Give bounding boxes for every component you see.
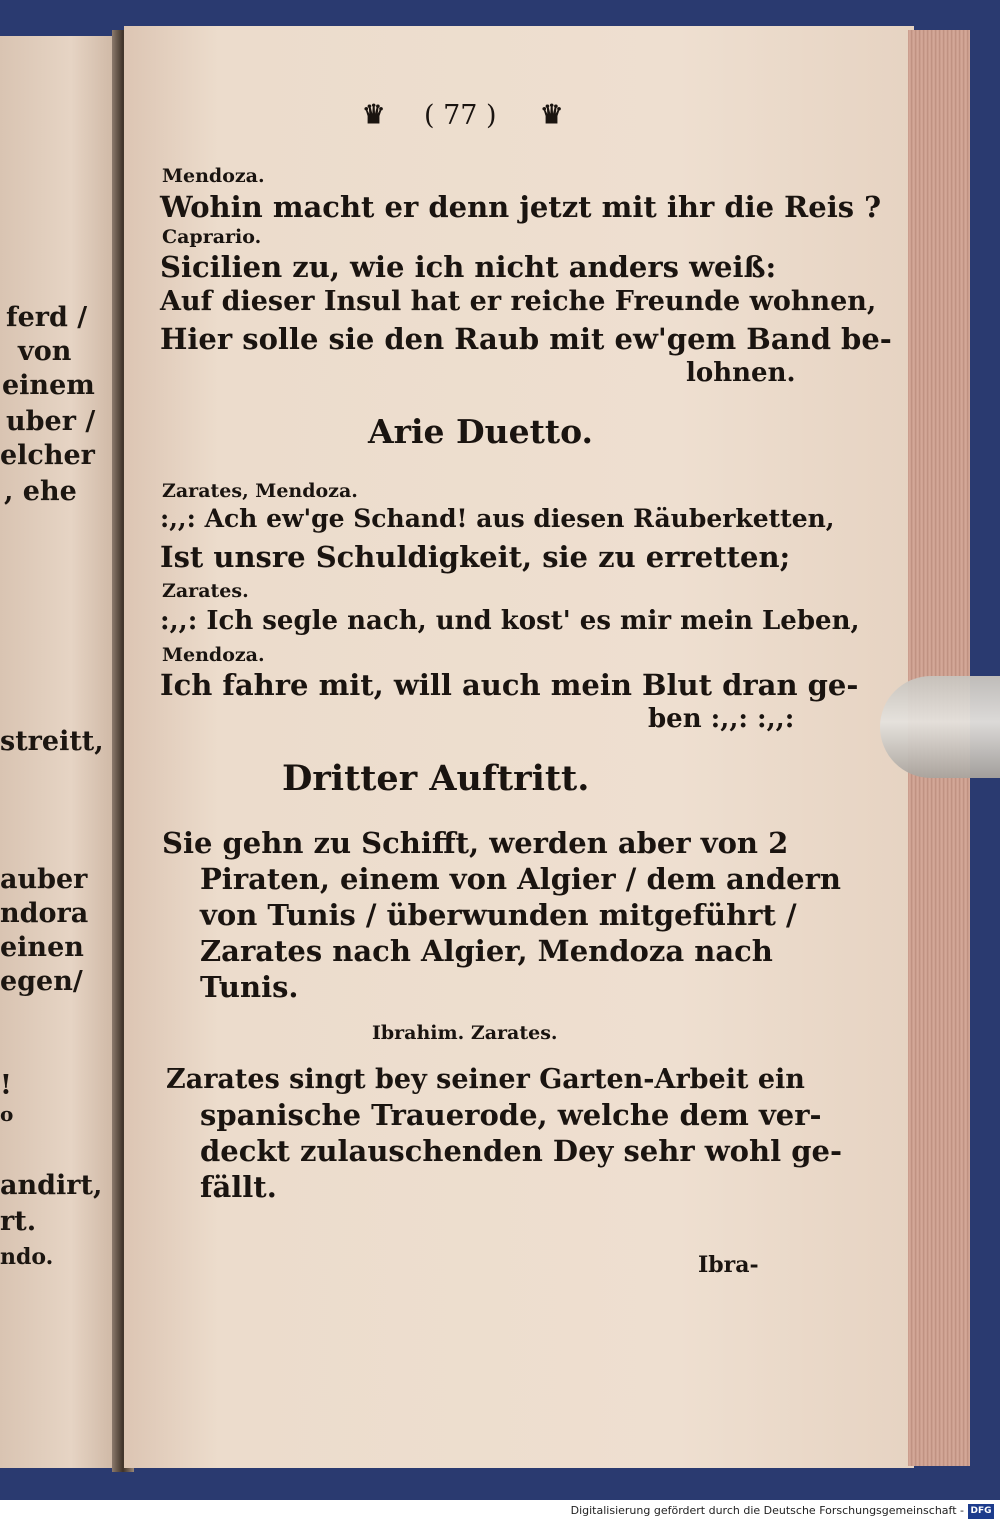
left-fragment: ferd / [6, 302, 88, 333]
section-heading: Arie Duetto. [368, 412, 594, 451]
speaker-label: Mendoza. [162, 165, 265, 187]
left-fragment: ! [0, 1070, 12, 1101]
stage-direction-line: Sie gehn zu Schifft, werden aber von 2 [162, 826, 789, 860]
speaker-label: Ibrahim. Zarates. [372, 1022, 558, 1044]
speaker-label: Caprario. [162, 226, 262, 248]
left-fragment: streitt, [0, 726, 104, 757]
verse-line: :,,: Ach ew'ge Schand! aus diesen Räuberketten, [160, 504, 835, 533]
verse-line: Ist unsre Schuldigkeit, sie zu erretten; [160, 540, 791, 574]
verse-line: Ich fahre mit, will auch mein Blut dran ge- [160, 668, 859, 702]
left-fragment: ndora [0, 898, 89, 929]
verse-line: lohnen. [686, 358, 796, 388]
left-fragment: o [0, 1102, 14, 1126]
crown-ornament-right-icon: ♛ [540, 100, 564, 130]
left-fragment: von [18, 336, 72, 367]
stage-direction-line: fällt. [200, 1170, 277, 1204]
left-fragment: egen/ [0, 966, 83, 997]
stage-direction-line: Piraten, einem von Algier / dem andern [200, 862, 841, 896]
stage-direction-line: Zarates singt bey seiner Garten-Arbeit ein [166, 1064, 805, 1095]
verse-line: ben :,,: :,,: [648, 704, 795, 734]
stage-direction-line: von Tunis / überwunden mitgeführt / [200, 898, 797, 932]
left-fragment: einem [2, 370, 95, 401]
left-fragment: , ehe [4, 476, 77, 507]
left-fragment: rt. [0, 1206, 37, 1237]
verse-line: :,,: Ich segle nach, und kost' es mir mein Leben, [160, 606, 860, 636]
verse-line: Hier solle sie den Raub mit ew'gem Band be- [160, 322, 892, 356]
verse-line: Auf dieser Insul hat er reiche Freunde wohnen, [160, 286, 877, 317]
funding-credit: Digitalisierung gefördert durch die Deutsche Forschungsgemeinschaft - [570, 1504, 964, 1517]
left-fragment: auber [0, 864, 88, 895]
left-fragment: uber / [6, 406, 96, 437]
page-number: ( 77 ) [424, 100, 497, 131]
crown-ornament-left-icon: ♛ [362, 100, 386, 130]
verse-line: Wohin macht er denn jetzt mit ihr die Reis ? [160, 190, 882, 224]
scene-heading: Dritter Auftritt. [282, 758, 590, 799]
stage-direction-line: Zarates nach Algier, Mendoza nach [200, 934, 773, 968]
left-page [0, 36, 118, 1468]
left-fragment: elcher [0, 440, 95, 471]
verse-line: Sicilien zu, wie ich nicht anders weiß: [160, 250, 777, 284]
speaker-label: Zarates. [162, 580, 249, 602]
left-fragment: einen [0, 932, 84, 963]
speaker-label: Mendoza. [162, 644, 265, 666]
catchword: Ibra- [698, 1252, 759, 1278]
footer-bar [0, 1500, 1000, 1524]
page-clip [880, 676, 1000, 778]
stage-direction-line: Tunis. [200, 970, 299, 1004]
stage-direction-line: deckt zulauschenden Dey sehr wohl ge- [200, 1134, 842, 1168]
left-fragment: ndo. [0, 1244, 54, 1270]
speaker-label: Zarates, Mendoza. [162, 480, 358, 502]
left-fragment: andirt, [0, 1170, 103, 1201]
dfg-logo: DFG [968, 1504, 994, 1519]
stage-direction-line: spanische Trauerode, welche dem ver- [200, 1098, 822, 1132]
